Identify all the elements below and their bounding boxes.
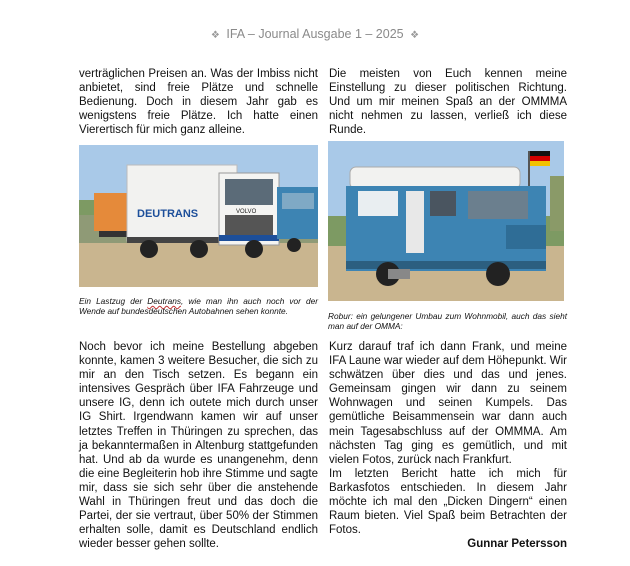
paragraph: Noch bevor ich meine Bestellung abgeben konnte, kamen 3 weitere Besucher, die sich zu mir an den Tisch setzen. Es begann ein intensives Gespräch über IFA Fahrzeuge und unsere IG, denn ich outete mich durch unser IG Shirt. Irgendwann kamen wir auf unser letztes Treffen in Thüringen zu sprechen, das ja bekanntermaßen in Altenburg stattgefunden hat. Und ab da wurde es unangenehm, denn die eine Begleiterin hob ihre Stimme und sagte mir, dass sie sich sehr über die anstehende Wahl in Thüringen freut und das doch die Partei, der sie vertraut, über 50% der Stimmen erhalten solle, damit es Deutschland endlich wieder besser gehen sollte. <box>79 341 318 551</box>
diamond-ornament-icon: ❖ <box>410 30 420 41</box>
page-header <box>0 27 630 41</box>
camper-illustration <box>328 141 564 301</box>
robur-caption: Robur: ein gelungener Umbau zum Wohnmobil, auch das sieht man auf der OMMA: <box>328 311 567 331</box>
right-column-bottom-text <box>329 340 567 551</box>
diamond-ornament-icon: ❖ <box>210 30 220 41</box>
truck-grille-text: VOLVO <box>236 209 257 215</box>
left-column-top-text <box>79 67 318 137</box>
paragraph: Die meisten von Euch kennen meine Einstellung zu dieser politischen Richtung. Und um mir meinen Spaß an der OMMMA nicht nehmen zu lassen, verließ ich diese Runde. <box>329 68 567 137</box>
deutrans-truck-photo <box>79 145 318 287</box>
truck-illustration <box>79 145 318 287</box>
paragraph: verträglichen Preisen an. Was der Imbiss nicht anbietet, sind freie Plätze und schnelle Bedienung. Doch in diesem Jahr gab es wenigstens freie Plätze. Ich hatte einen Vierertisch für mich ganz alleine. <box>79 68 318 137</box>
author-signature: Gunnar Petersson <box>467 538 567 551</box>
deutrans-caption: Ein Lastzug der Deutrans, wie man ihn auch noch vor der Wende auf bundesdeutschen Autobahnen sehen konnte. <box>79 296 318 316</box>
paragraph: Kurz darauf traf ich dann Frank, und meine IFA Laune war wieder auf dem Höhepunkt. Wir schwätzen über dies und das und jenes. Gemeinsam gingen wir dann zu seinem Wohnwagen und seinen Kumpels. Das gemütliche Beisammensein war dann auch mein Tagesabschluss auf der OMMMA. Am nächsten Tag ging es gemütlich, und mit vielen Fotos, zurück nach Frankfurt. <box>329 341 567 466</box>
paragraph: Im letzten Bericht hatte ich mich für Barkasfotos entschieden. In diesem Jahr möchte ich mal den „Dicken Dingern“ einen Raum bieten. Viel Spaß beim Betrachten der Fotos. <box>329 467 567 537</box>
page-title: IFA – Journal Ausgabe 1 – 2025 <box>226 27 404 41</box>
spellcheck-word: Deutrans <box>147 296 181 306</box>
truck-sign: DEUTRANS <box>137 208 199 220</box>
robur-camper-photo <box>328 141 564 301</box>
right-column-top-text <box>329 67 567 137</box>
left-column-bottom-text <box>79 340 318 551</box>
